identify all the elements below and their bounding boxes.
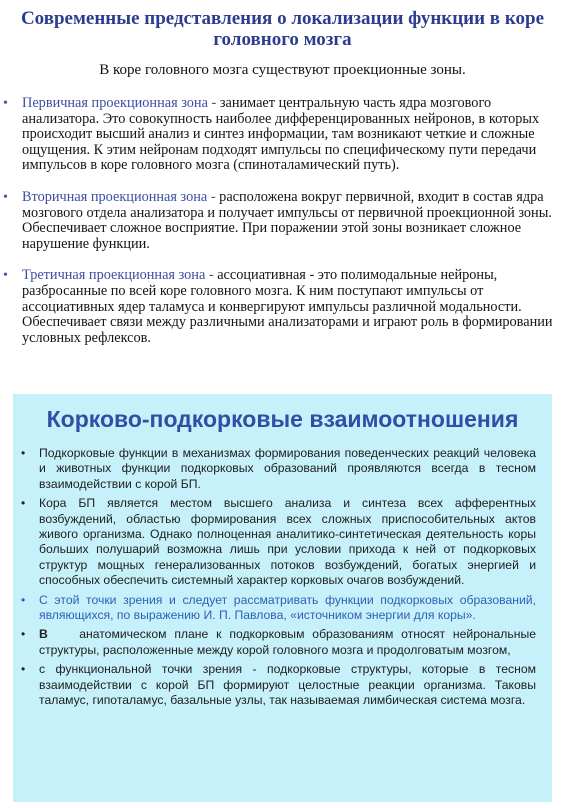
item-text: анатомическом плане к подкорковым образованиям относят нейрональные структуры, расположенные между корой головного мозга и продолговатым мозгом, — [39, 627, 537, 657]
bullet-icon: • — [21, 592, 26, 607]
zones-list — [0, 96, 565, 362]
item-text: С этой точки зрения и следует рассматривать функции подкорковых образований, являющихся, по выражению И. П. Павлова, «источником энергии для коры». — [39, 592, 536, 623]
item-lead: В — [39, 627, 48, 642]
bullet-icon: • — [3, 189, 8, 205]
intro-text: В коре головного мозга существуют проекционные зоны. — [99, 62, 466, 78]
list-item — [13, 662, 552, 708]
top-section — [0, 0, 565, 392]
item-text: Подкорковые функции в механизмах формирования поведенческих реакций человека и животных функции подкорковых образований проявляются всегда в тесном взаимодействии с корой БП. — [39, 446, 536, 491]
bullet-icon: • — [21, 627, 26, 642]
list-item — [13, 446, 552, 492]
bullet-icon: • — [21, 496, 26, 511]
zone-text: занимает центральную часть ядра мозгового анализатора. Это совокупность наиболее дифференцированных нейронов, в которых происходит высший анализ и синтез информации, там возникают четкие и сложные ощущения. К этим нейронам подходят импульсы по специфическому пути передачи импульсов в коре головного мозга (спиноталамический путь). — [22, 95, 540, 174]
item-text: Кора БП является местом высшего анализа и синтеза всех афферентных возбуждений, областью формирования всех сложных приспособительных актов живого организма. Однако полноценная аналитико-синтетическая деятельность коры больших полушарий возможна лишь при условии прихода к ней от подкорковых структур мощных генерализованных потоков возбуждений, богатых энергией и способных обеспечить системный характер корковых очагов возбуждений. — [39, 496, 536, 588]
zone-text: ассоциативная - это полимодальные нейроны, разбросанные по всей коре головного мозга. К ним поступают импульсы от ассоциативных ядер таламуса и конвергируют импульсы различной модальности. Обеспечивает связи между различными анализаторами и играют роль в формировании условных рефлексов. — [22, 267, 553, 346]
list-item — [0, 268, 565, 346]
bullet-icon: • — [3, 96, 8, 111]
bullet-icon: • — [3, 268, 8, 284]
cortical-subcortical-box — [13, 394, 552, 802]
zone-term: Вторичная проекционная зона - — [22, 188, 220, 205]
list-item — [0, 96, 565, 174]
box-title: Корково-подкорковые взаимоотношения — [46, 406, 519, 432]
item-text: с функциональной точки зрения - подкорковые структуры, которые в тесном взаимодействии с корой БП формируют целостные реакции организма. Таковы таламус, гипоталамус, базальные узлы, так называемая лимбическая система мозга. — [39, 662, 536, 708]
bullet-icon: • — [21, 446, 26, 460]
bullet-icon: • — [21, 662, 26, 677]
list-item — [13, 496, 552, 588]
page-title: Современные представления о локализации функции в коре головного мозга — [20, 8, 545, 50]
zone-term: Первичная проекционная зона - — [22, 95, 220, 111]
list-item — [13, 627, 552, 658]
zone-text: расположена вокруг первичной, входит в состав ядра мозгового отдела анализатора и получает импульсы от первичной проекционной зоны. Обеспечивает сложное восприятие. При поражении этой зоны возникает сложное нарушение функции. — [22, 188, 552, 252]
list-item — [0, 190, 565, 252]
box-list — [13, 446, 552, 713]
list-item-highlight — [13, 593, 552, 624]
zone-term: Третичная проекционная зона - — [22, 267, 218, 284]
